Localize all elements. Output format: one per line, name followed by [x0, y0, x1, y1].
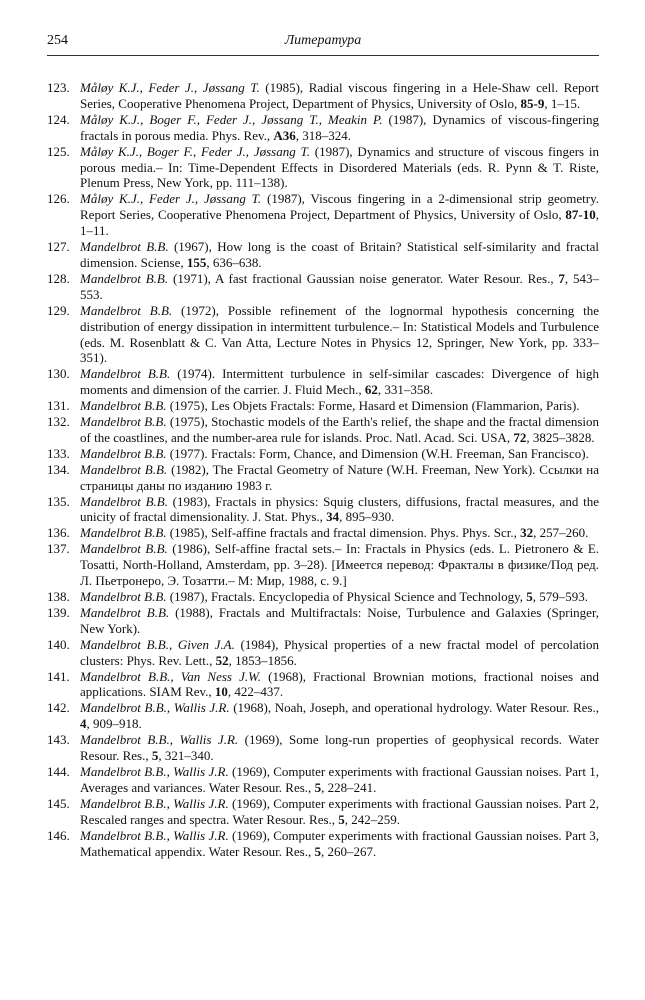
reference-authors: Mandelbrot B.B., Wallis J.R. [80, 732, 239, 748]
reference-item [47, 398, 599, 414]
reference-authors: Måløy K.J., Feder J., Jøssang T. [80, 80, 260, 95]
reference-volume: 62 [364, 382, 378, 398]
reference-number: 137. [47, 541, 70, 557]
reference-text: , 318–324. [295, 127, 352, 143]
reference-text: (1982), The Fractal Geometry of Nature (W.H. Freeman, New York). Ссылки на страницы даны по изданию 1983 г. [80, 461, 600, 493]
reference-number: 144. [47, 763, 70, 779]
reference-text: (1988), Fractals and Multifractals: Noise, Turbulence and Galaxies (Springer, New York). [80, 604, 600, 636]
reference-authors: Mandelbrot B.B., Wallis J.R. [80, 700, 230, 716]
reference-text: , 543–553. [80, 270, 600, 302]
reference-text: (1972), Possible refinement of the lognormal hypothesis concerning the distribution of energy dissipation in intermittent turbulence.– In: Statistical Models and Turbulence (eds. M. Rosenblatt & C. Van Atta, Lecture Notes in Physics 12, Springer, New York, pp. 333–351). [80, 302, 600, 366]
reference-volume: 5 [151, 748, 159, 764]
reference-text: , 909–918. [86, 716, 142, 732]
reference-volume: 32 [520, 525, 534, 541]
reference-volume: 85-9 [520, 95, 545, 111]
reference-authors: Mandelbrot B.B., Wallis J.R. [80, 827, 229, 843]
reference-text: , 579–593. [532, 589, 589, 604]
reference-text: (1987), Fractals. Encyclopedia of Physical Science and Technology, [166, 589, 527, 604]
reference-item [47, 239, 599, 271]
reference-volume: 10 [214, 684, 228, 700]
reference-number: 125. [47, 143, 70, 159]
reference-volume: 87-10 [565, 207, 596, 223]
reference-number: 129. [47, 302, 70, 318]
reference-text: , 3825–3828. [526, 429, 595, 445]
reference-number: 124. [47, 111, 70, 127]
reference-authors: Mandelbrot B.B. [80, 589, 167, 604]
reference-item [47, 414, 599, 446]
reference-text: (1984), Physical properties of a new fractal model of percolation clusters: Phys. Rev. Lett., [80, 636, 599, 668]
reference-text: , 1–15. [544, 95, 581, 111]
reference-text: , 257–260. [533, 525, 589, 541]
reference-volume: 34 [326, 509, 340, 525]
reference-item [47, 462, 599, 494]
reference-authors: Mandelbrot B.B. [80, 302, 173, 318]
reference-authors: Mandelbrot B.B., Wallis J.R. [80, 763, 229, 779]
reference-number: 132. [47, 414, 70, 430]
reference-volume: 5 [314, 843, 321, 859]
reference-volume: 52 [215, 652, 229, 668]
reference-authors: Mandelbrot B.B., Given J.A. [80, 636, 235, 652]
reference-item [47, 191, 599, 239]
reference-number: 135. [47, 493, 70, 509]
reference-item [47, 271, 599, 303]
reference-text: , 331–358. [377, 382, 434, 398]
reference-item [47, 605, 599, 637]
reference-authors: Måløy K.J., Boger F., Feder J., Jøssang T., Meakin P. [80, 111, 383, 127]
reference-text: , 260–267. [320, 843, 377, 859]
reference-text: (1969), Computer experiments with fractional Gaussian noises. Part 2, Rescaled ranges and spectra. Water Resour. Res., [80, 795, 599, 827]
reference-item [47, 828, 599, 860]
reference-item [47, 112, 599, 144]
reference-volume: 5 [338, 811, 345, 827]
reference-item [47, 669, 599, 701]
reference-volume: 5 [526, 589, 533, 604]
reference-number: 139. [47, 604, 70, 620]
reference-number: 134. [47, 461, 70, 477]
reference-item [47, 366, 599, 398]
reference-authors: Mandelbrot B.B. [80, 366, 171, 382]
reference-authors: Mandelbrot B.B. [80, 239, 169, 255]
reference-item [47, 525, 599, 541]
reference-authors: Mandelbrot B.B., Wallis J.R. [80, 795, 229, 811]
reference-volume: 5 [314, 779, 322, 795]
reference-text: (1987), Viscous fingering in a 2-dimensional strip geometry. Report Series, Cooperative Phenomena Project, Department of Physics, University of Oslo, [80, 191, 599, 223]
reference-text: , 1853–1856. [228, 652, 297, 668]
reference-volume: 155 [186, 254, 207, 270]
reference-authors: Mandelbrot B.B. [80, 604, 170, 620]
reference-item [47, 446, 599, 462]
reference-authors: Mandelbrot B.B. [80, 445, 167, 461]
running-title: Литература [284, 33, 362, 48]
reference-text: (1975), Stochastic models of the Earth's relief, the shape and the fractal dimension of the coastlines, and the number-area rule for islands. Proc. Natl. Acad. Sci. USA, [80, 414, 600, 445]
reference-item [47, 637, 599, 669]
reference-text: , 895–930. [339, 509, 395, 525]
reference-authors: Måløy K.J., Boger F., Feder J., Jøssang T. [80, 143, 310, 159]
reference-volume: 72 [513, 429, 527, 445]
reference-number: 142. [47, 700, 70, 716]
reference-authors: Mandelbrot B.B., Van Ness J.W. [80, 668, 262, 684]
page-number: 254 [47, 33, 68, 48]
reference-authors: Mandelbrot B.B. [80, 270, 169, 286]
header-rule [47, 55, 599, 56]
reference-text: (1975), Les Objets Fractals: Forme, Hasard et Dimension (Flammarion, Paris). [166, 398, 580, 414]
reference-text: (1987), Dynamics of viscous-fingering fractals in porous media. Phys. Rev., [80, 111, 599, 143]
reference-text: (1987), Dynamics and structure of viscous fingers in porous media.– In: Time-Dependent Effects in Disordered Materials (eds. R. Pynn & T. Riste, Plenum Press, New York, pp. 111–138). [80, 143, 599, 191]
reference-number: 146. [47, 827, 70, 843]
reference-authors: Mandelbrot B.B. [80, 414, 167, 430]
reference-number: 131. [47, 398, 70, 414]
reference-text: (1969), Some long-run properties of geophysical records. Water Resour. Res., [80, 732, 599, 764]
reference-volume: A36 [273, 127, 296, 143]
reference-item [47, 541, 599, 589]
reference-authors: Mandelbrot B.B. [80, 493, 168, 509]
reference-number: 130. [47, 366, 70, 382]
reference-item [47, 303, 599, 367]
reference-text: , 228–241. [321, 779, 377, 795]
reference-text: (1968), Noah, Joseph, and operational hydrology. Water Resour. Res., [229, 700, 599, 716]
reference-item [47, 796, 599, 828]
reference-text: , 321–340. [158, 748, 214, 764]
reference-text: (1971), A fast fractional Gaussian noise generator. Water Resour. Res., [168, 270, 559, 286]
reference-text: , 242–259. [344, 811, 401, 827]
reference-text: (1977). Fractals: Form, Chance, and Dimension (W.H. Freeman, San Francisco). [166, 445, 589, 461]
reference-text: (1974). Intermittent turbulence in self-similar cascades: Divergence of high moments and dimension of the carrier. J. Fluid Mech., [80, 366, 600, 398]
reference-number: 126. [47, 191, 70, 207]
reference-number: 133. [47, 445, 70, 461]
reference-text: (1986), Self-affine fractal sets.– In: Fractals in Physics (eds. L. Pietronero & E. Tosatti, North-Holland, Amsterdam, pp. 3–28). [Имеется перевод: Фракталы в физике/Под ред. Л. Пьетронеро, Э. Тозатти.– М: Мир, 1988, с. 9.] [80, 541, 600, 589]
reference-item [47, 494, 599, 526]
reference-text: , 1–11. [80, 207, 599, 239]
reference-number: 138. [47, 589, 70, 604]
reference-text: (1967), How long is the coast of Britain? Statistical self-similarity and fractal dimension. Sciense, [80, 239, 600, 270]
reference-number: 128. [47, 270, 70, 286]
reference-text: (1969), Computer experiments with fractional Gaussian noises. Part 1, Averages and variances. Water Resour. Res., [80, 763, 599, 795]
reference-item [47, 764, 599, 796]
reference-number: 123. [47, 80, 70, 95]
reference-text: , 422–437. [227, 684, 284, 700]
running-header [47, 33, 599, 53]
reference-authors: Mandelbrot B.B. [80, 541, 168, 557]
reference-text: (1968), Fractional Brownian motions, fractional noises and applications. SIAM Rev., [80, 668, 600, 700]
reference-authors: Måløy K.J., Feder J., Jøssang T. [80, 191, 262, 207]
reference-number: 145. [47, 795, 70, 811]
reference-number: 140. [47, 636, 70, 652]
reference-item [47, 144, 599, 192]
reference-item [47, 732, 599, 764]
reference-text: (1985), Radial viscous fingering in a Hele-Shaw cell. Report Series, Cooperative Phenomena Project, Department of Physics, University of Oslo, [80, 80, 600, 111]
reference-authors: Mandelbrot B.B. [80, 525, 167, 541]
reference-text: (1985), Self-affine fractals and fractal dimension. Phys. Phys. Scr., [166, 525, 521, 541]
reference-text: (1983), Fractals in physics: Squig clusters, diffusions, fractal measures, and the unicity of fractal dimensionality. J. Stat. Phys., [80, 493, 599, 525]
reference-authors: Mandelbrot B.B. [80, 461, 168, 477]
reference-number: 136. [47, 525, 70, 541]
reference-number: 141. [47, 668, 70, 684]
reference-item [47, 700, 599, 732]
reference-number: 143. [47, 732, 70, 748]
reference-text: (1969), Computer experiments with fractional Gaussian noises. Part 3, Mathematical appendix. Water Resour. Res., [80, 827, 599, 859]
reference-item [47, 589, 599, 605]
reference-text: , 636–638. [206, 254, 262, 270]
reference-volume: 7 [558, 270, 565, 286]
reference-list [47, 80, 599, 859]
reference-item [47, 80, 599, 112]
reference-number: 127. [47, 239, 70, 255]
reference-authors: Mandelbrot B.B. [80, 398, 167, 414]
reference-volume: 4 [80, 716, 87, 732]
